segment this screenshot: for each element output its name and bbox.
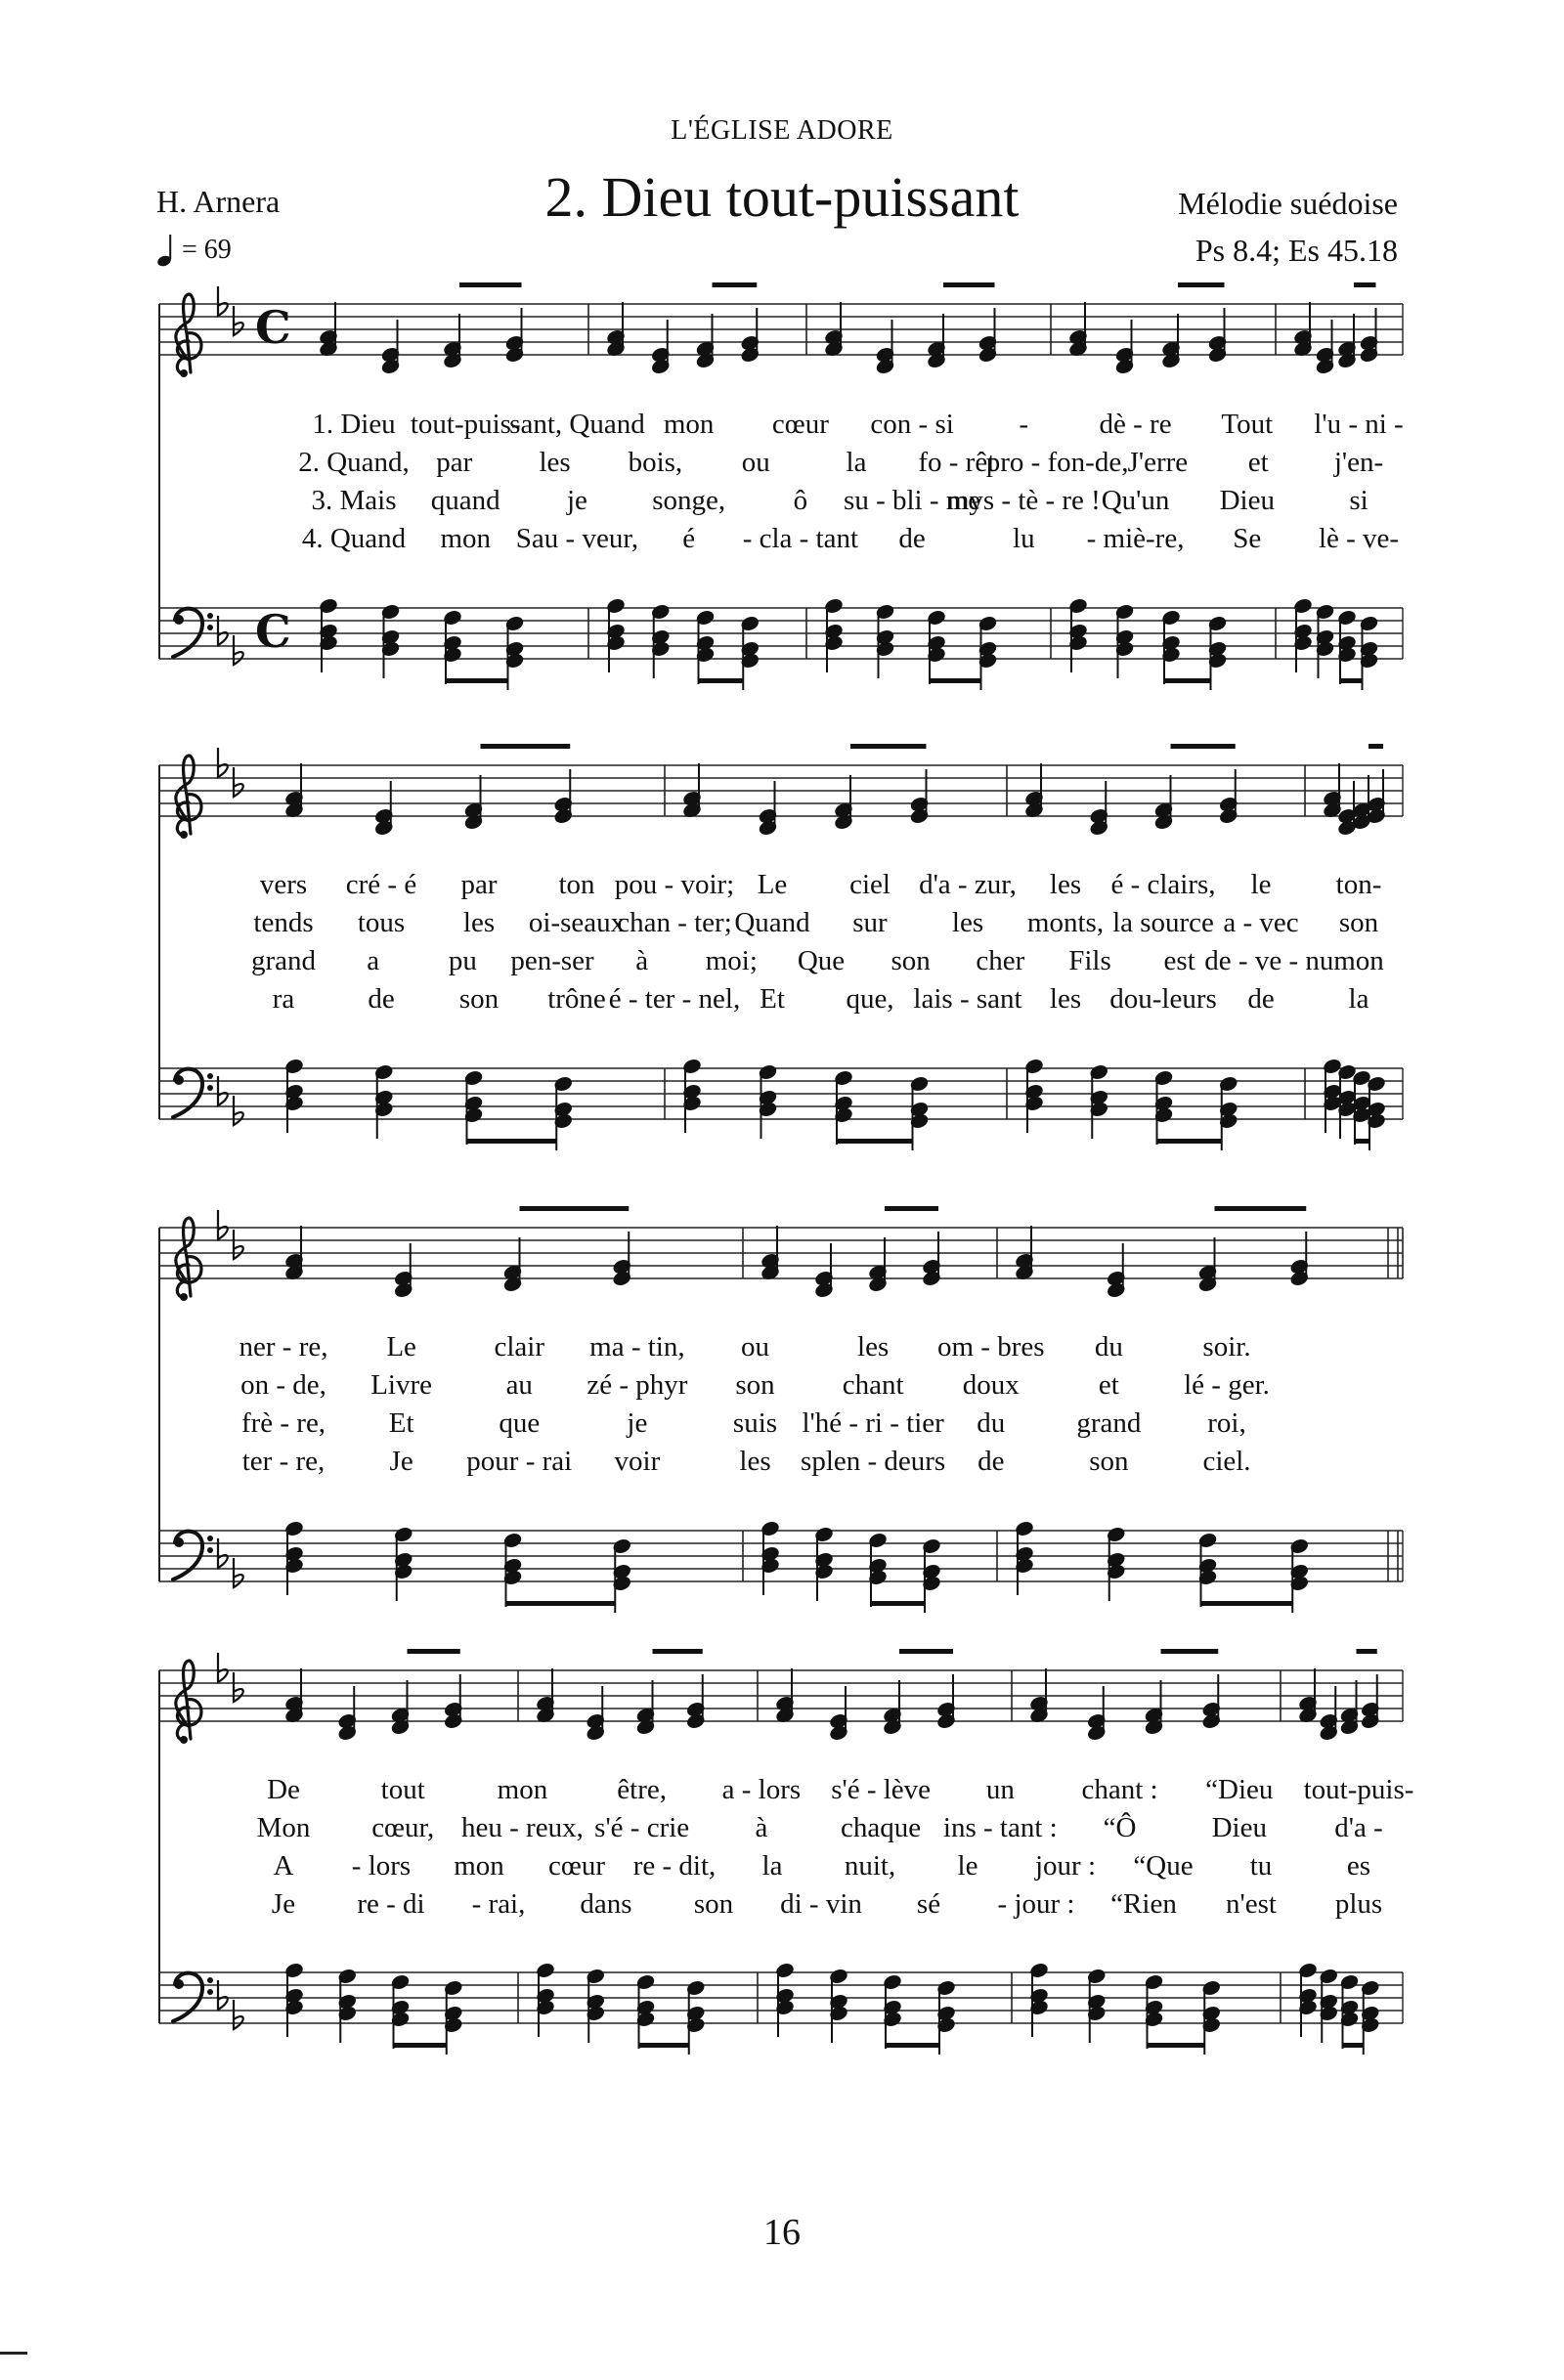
lyric-syllable: la <box>846 447 867 478</box>
lyric-syllable: lè - ve- <box>1318 523 1400 554</box>
lyric-syllable: heu - reux, <box>461 1812 584 1843</box>
lyric-syllable: les <box>739 1446 771 1477</box>
treble-staff <box>159 1649 1403 1744</box>
lyric-syllable: zé - phyr <box>586 1369 688 1401</box>
lyric-syllable: ton- <box>1335 869 1382 900</box>
lyric-syllable: soir. <box>1202 1331 1251 1363</box>
lyric-syllable: je <box>566 485 587 516</box>
flat-icon <box>218 286 228 316</box>
lyric-syllable: cré - é <box>345 869 417 900</box>
flat-icon <box>218 1210 228 1239</box>
lyric-syllable: ins - tant : <box>942 1812 1058 1843</box>
lyric-syllable: Se <box>1233 523 1262 554</box>
lyric-syllable: é - clairs, <box>1110 869 1216 900</box>
treble-clef-icon <box>176 1661 201 1744</box>
margin-mark <box>0 2352 27 2355</box>
page-number: 16 <box>763 2212 801 2253</box>
lyric-syllable: moi; <box>705 945 758 976</box>
lyric-syllable: Qu'un <box>1101 485 1170 516</box>
lyric-syllable: par <box>460 869 498 900</box>
lyric-syllable: l'hé - ri - tier <box>802 1407 944 1439</box>
lyric-syllable: lu <box>1013 523 1035 554</box>
lyric-syllable: ma - tin, <box>589 1331 685 1363</box>
lyric-syllable: di - vin <box>780 1888 862 1920</box>
flat-icon <box>234 306 243 335</box>
lyric-syllable: mon <box>440 523 491 554</box>
lyric-syllable: cher <box>976 945 1025 976</box>
lyric-syllable: mon <box>454 1850 504 1882</box>
lyric-syllable: sant, Quand <box>509 409 645 440</box>
lyric-syllable: vers <box>259 869 308 900</box>
lyric-syllable: - <box>1019 409 1029 440</box>
treble-clef-icon <box>176 756 201 839</box>
lyric-syllable: tends <box>253 907 314 938</box>
lyric-syllable: 2. Quand, <box>298 447 410 478</box>
flat-icon <box>234 1558 243 1587</box>
lyric-syllable: Sau - veur, <box>515 523 639 554</box>
lyric-syllable: les <box>951 907 984 938</box>
lyric-syllable: à <box>755 1812 768 1843</box>
lyric-syllable: dou-leurs <box>1109 983 1217 1015</box>
lyric-syllable: de - ve - nu <box>1204 945 1334 976</box>
composer-credit: H. Arnera <box>156 184 281 219</box>
lyric-syllable: Tout <box>1221 409 1274 440</box>
treble-staff <box>159 1206 1403 1301</box>
lyric-syllable: tout <box>380 1774 425 1805</box>
lyric-syllable: voir <box>614 1446 661 1477</box>
lyric-syllable: mon <box>663 409 715 440</box>
lyric-syllable: que <box>499 1407 541 1439</box>
lyric-syllable: du <box>977 1407 1006 1439</box>
lyric-syllable: pu <box>448 945 477 976</box>
flat-icon <box>218 748 228 777</box>
lyric-syllable: su - bli - me <box>844 485 981 516</box>
lyric-syllable: J'erre <box>1127 447 1189 478</box>
lyric-syllable: doux <box>962 1369 1020 1401</box>
lyric-syllable: je <box>627 1407 648 1439</box>
lyric-syllable: son <box>458 983 500 1015</box>
lyric-syllable: les <box>857 1331 890 1363</box>
lyric-syllable: a - vec <box>1223 907 1299 938</box>
flat-icon <box>218 1653 228 1682</box>
lyric-syllable: Fils <box>1068 945 1111 976</box>
lyric-syllable: re - dit, <box>632 1850 717 1882</box>
lyric-syllable: à <box>635 945 649 976</box>
lyric-syllable: oi-seaux <box>528 907 626 938</box>
lyric-syllable: et <box>1247 447 1269 478</box>
treble-staff <box>159 744 1403 839</box>
lyric-syllable: les <box>1049 869 1082 900</box>
common-time-icon: C <box>255 301 291 354</box>
lyric-syllable: tous <box>357 907 406 938</box>
lyric-syllable: du <box>1094 1331 1123 1363</box>
lyric-syllable: bois, <box>628 447 683 478</box>
flat-icon <box>234 635 243 665</box>
lyric-syllable: “Dieu <box>1205 1774 1274 1805</box>
lyric-syllable: - miè-re, <box>1086 523 1185 554</box>
lyric-syllable: le <box>957 1850 978 1882</box>
lyric-syllable: frè - re, <box>240 1407 326 1439</box>
scripture-references: Ps 8.4; Es 45.18 <box>1195 233 1398 268</box>
lyric-syllable: chan - ter; <box>617 907 732 938</box>
lyric-syllable: Je <box>389 1446 413 1477</box>
lyric-syllable: la <box>761 1850 783 1882</box>
lyric-syllable: dans <box>580 1888 632 1920</box>
lyric-syllable: d'a - zur, <box>919 869 1017 900</box>
lyric-syllable: a <box>367 945 380 976</box>
flat-icon <box>234 767 243 797</box>
lyric-syllable: Mon <box>256 1812 311 1843</box>
lyric-syllable: sé <box>916 1888 941 1920</box>
lyric-syllable: Le <box>386 1331 416 1363</box>
lyric-syllable: cœur, <box>371 1812 435 1843</box>
lyric-syllable: clair <box>494 1331 545 1363</box>
lyric-syllable: mys - tè - re ! <box>946 485 1101 516</box>
lyric-syllable: ou <box>741 447 770 478</box>
lyric-syllable: on - de, <box>240 1369 326 1401</box>
lyric-syllable: Quand <box>734 907 810 938</box>
lyric-syllable: “Que <box>1133 1850 1194 1882</box>
lyric-syllable: les <box>539 447 571 478</box>
bass-staff <box>159 1963 1403 2055</box>
lyric-syllable: lé - ger. <box>1184 1369 1270 1401</box>
lyric-syllable: jour : <box>1034 1850 1097 1882</box>
lyric-syllable: le <box>1250 869 1272 900</box>
lyric-syllable: de <box>978 1446 1005 1477</box>
lyric-syllable: mon <box>1333 945 1384 976</box>
bass-staff <box>159 598 1403 690</box>
lyric-syllable: Livre <box>370 1369 433 1401</box>
lyric-syllable: - rai, <box>471 1888 526 1920</box>
lyric-syllable: 4. Quand <box>301 523 407 554</box>
lyric-syllable: grand <box>250 945 317 976</box>
hymn-title: 2. Dieu tout-puissant <box>544 165 1020 229</box>
lyric-syllable: chant : <box>1081 1774 1158 1805</box>
lyric-syllable: A <box>273 1850 294 1882</box>
lyric-syllable: om - bres <box>936 1331 1045 1363</box>
lyric-syllable: pen-ser <box>510 945 594 976</box>
lyric-syllable: l'u - ni - <box>1314 409 1404 440</box>
lyric-syllable: la <box>1348 983 1369 1015</box>
lyric-syllable: s'é - lève <box>831 1774 932 1805</box>
common-time-icon: C <box>255 605 291 658</box>
lyric-syllable: 3. Mais <box>311 485 397 516</box>
lyric-syllable: pro - fon-de, <box>985 447 1129 478</box>
lyric-syllable: Que <box>797 945 846 976</box>
lyric-syllable: de <box>898 523 926 554</box>
lyric-syllable: de <box>1247 983 1275 1015</box>
lyric-syllable: monts, <box>1026 907 1105 938</box>
lyric-syllable: tu <box>1249 1850 1273 1882</box>
lyric-syllable: par <box>436 447 473 478</box>
lyric-syllable: être, <box>617 1774 668 1805</box>
lyric-syllable: pour - rai <box>466 1446 573 1477</box>
lyric-syllable: re - di <box>357 1888 425 1920</box>
lyric-syllable: “Rien <box>1110 1888 1177 1920</box>
treble-clef-icon <box>176 1218 201 1301</box>
lyric-syllable: é <box>682 523 696 554</box>
lyric-syllable: 1. Dieu <box>312 409 396 440</box>
flat-icon <box>234 2000 243 2029</box>
lyric-syllable: son <box>891 945 931 976</box>
lyric-syllable: son <box>1089 1446 1129 1477</box>
lyric-syllable: lais - sant <box>913 983 1022 1015</box>
bass-staff <box>159 1059 1403 1150</box>
lyric-syllable: tout-puis- <box>1303 1774 1414 1805</box>
lyric-syllable: sur <box>852 907 888 938</box>
lyric-syllable: ra <box>272 983 295 1015</box>
lyric-syllable: d'a - <box>1334 1812 1383 1843</box>
lyric-syllable: es <box>1346 1850 1371 1882</box>
lyric-syllable: nuit, <box>844 1850 896 1882</box>
lyric-syllable: ciel <box>849 869 891 900</box>
lyric-syllable: roi, <box>1207 1407 1246 1439</box>
lyric-syllable: s'é - crie <box>594 1812 690 1843</box>
lyric-syllable: Je <box>271 1888 296 1920</box>
flat-icon <box>234 1096 243 1125</box>
lyric-syllable: et <box>1098 1369 1119 1401</box>
melody-credit: Mélodie suédoise <box>1178 186 1398 221</box>
lyric-syllable: ton <box>558 869 595 900</box>
lyric-syllable: songe, <box>652 485 726 516</box>
lyric-syllable: la source <box>1112 907 1214 938</box>
flat-icon <box>234 1230 243 1259</box>
section-heading: L'ÉGLISE ADORE <box>671 115 893 146</box>
lyric-syllable: au <box>505 1369 533 1401</box>
lyric-syllable: si <box>1349 485 1368 516</box>
lyric-syllable: j'en- <box>1333 447 1384 478</box>
treble-staff <box>159 282 1403 377</box>
lyric-syllable: fo - rêt <box>918 447 996 478</box>
lyric-syllable: é - ter - nel, <box>608 983 741 1015</box>
flat-icon <box>234 1672 243 1702</box>
lyric-syllable: dè - re <box>1099 409 1172 440</box>
lyric-syllable: ciel. <box>1202 1446 1251 1477</box>
lyric-syllable: de <box>368 983 395 1015</box>
lyric-syllable: est <box>1163 945 1195 976</box>
lyric-syllable: Dieu <box>1211 1812 1267 1843</box>
lyric-syllable: De <box>267 1774 300 1805</box>
lyric-syllable: grand <box>1076 1407 1142 1439</box>
lyric-syllable: que, <box>846 983 894 1015</box>
bass-staff <box>159 1521 1403 1613</box>
lyric-syllable: plus <box>1334 1888 1383 1920</box>
lyric-syllable: Et <box>760 983 785 1015</box>
lyric-syllable: ô <box>793 485 808 516</box>
lyric-syllable: mon <box>497 1774 548 1805</box>
lyric-syllable: tout-puis- <box>410 409 521 440</box>
lyric-syllable: - lors <box>351 1850 412 1882</box>
lyric-syllable: les <box>1049 983 1082 1015</box>
lyric-syllable: con - si <box>870 409 954 440</box>
lyric-syllable: Et <box>388 1407 414 1439</box>
lyric-syllable: - cla - tant <box>742 523 859 554</box>
lyric-syllable: quand <box>430 485 500 516</box>
lyric-syllable: un <box>985 1774 1015 1805</box>
lyric-syllable: pou - voir; <box>614 869 735 900</box>
lyric-syllable: chant <box>842 1369 904 1401</box>
lyric-syllable: n'est <box>1226 1888 1277 1920</box>
treble-clef-icon <box>176 294 201 377</box>
lyric-syllable: splen - deurs <box>801 1446 946 1477</box>
lyric-syllable: cœur <box>771 409 829 440</box>
lyric-syllable: Dieu <box>1219 485 1275 516</box>
lyric-syllable: les <box>462 907 496 938</box>
tempo-value: = 69 <box>182 235 232 265</box>
lyric-syllable: trône <box>547 983 606 1015</box>
lyric-syllable: “Ô <box>1103 1812 1137 1843</box>
lyric-syllable: son <box>735 1369 775 1401</box>
lyric-syllable: son <box>693 1888 734 1920</box>
lyric-syllable: son <box>1338 907 1379 938</box>
lyric-syllable: Le <box>757 869 788 900</box>
lyric-syllable: suis <box>732 1407 778 1439</box>
lyric-syllable: chaque <box>841 1812 922 1843</box>
lyric-syllable: a - lors <box>721 1774 802 1805</box>
lyric-syllable: ner - re, <box>239 1331 328 1363</box>
lyric-syllable: ter - re, <box>241 1446 326 1477</box>
lyric-syllable: cœur <box>548 1850 605 1882</box>
lyric-syllable: ou <box>741 1331 769 1363</box>
lyric-syllable: - jour : <box>997 1888 1075 1920</box>
